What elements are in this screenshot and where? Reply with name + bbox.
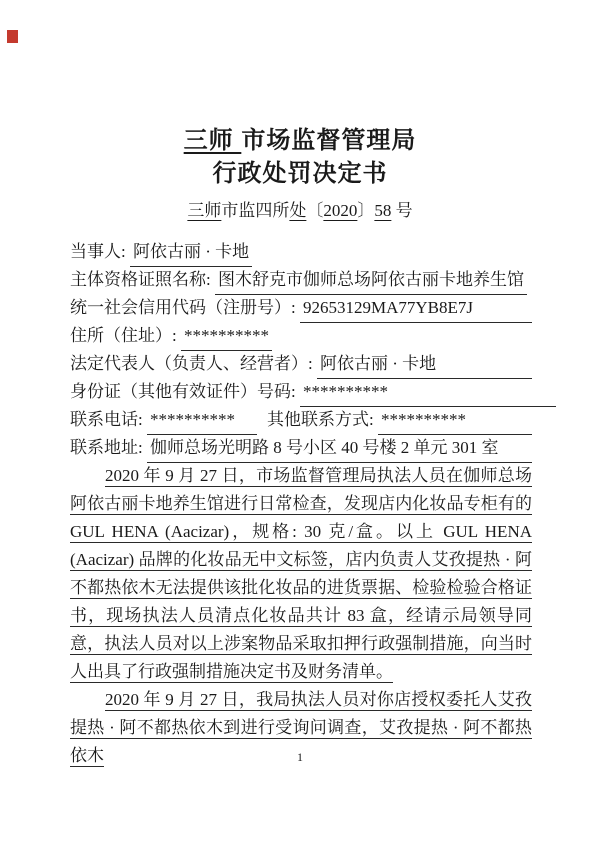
title-line-1 <box>0 124 600 157</box>
field-value-legal-rep: 阿依古丽 · 卡地 <box>317 350 532 379</box>
title-line-2: 行政处罚决定书 <box>212 160 388 187</box>
paragraph-inquiry: 2020 年 9 月 27 日，我局执法人员对你店授权委托人艾孜提热 · 阿不都热依木到进行受询问调查，艾孜提热 · 阿不都热依木 <box>70 690 532 765</box>
title-agency-underlined: 三师 <box>183 127 242 154</box>
title-agency-rest: 市场监督管理局 <box>241 127 417 154</box>
field-label-party: 当事人: <box>70 242 130 261</box>
field-row-id-number <box>70 378 532 406</box>
doc-number-part: 三师 <box>187 201 222 220</box>
field-label-credit-code: 统一社会信用代码（注册号）: <box>70 298 300 317</box>
field-value-party: 阿依古丽 · 卡地 <box>130 238 252 267</box>
document-body <box>70 238 532 770</box>
field-label-license-name: 主体资格证照名称: <box>70 270 215 289</box>
doc-number-part: 号 <box>391 201 413 220</box>
field-row-address <box>70 434 532 462</box>
field-row-contact <box>70 406 532 434</box>
field-value-residence: ********** <box>181 322 272 351</box>
doc-number <box>0 198 600 224</box>
field-row-residence <box>70 322 532 350</box>
page-number: 1 <box>297 750 303 764</box>
red-corner-mark <box>7 30 18 43</box>
field-row-legal-rep <box>70 350 532 378</box>
field-value-license-name: 图木舒克市伽师总场阿依古丽卡地养生馆 <box>215 266 527 295</box>
field-label-residence: 住所（住址）: <box>70 326 181 345</box>
doc-number-part: 〔 <box>306 201 324 220</box>
doc-number-part: 市监四所 <box>221 201 290 220</box>
field-value-other-contact: ********** <box>378 406 532 435</box>
field-value-id-number: ********** <box>300 378 556 407</box>
field-value-phone: ********** <box>147 406 257 435</box>
field-label-legal-rep: 法定代表人（负责人、经营者）: <box>70 354 317 373</box>
field-row-credit-code <box>70 294 532 322</box>
field-label-phone: 联系电话: <box>70 410 147 429</box>
doc-number-part: 处 <box>289 201 307 220</box>
document-title <box>0 124 600 190</box>
field-row-license-name <box>70 266 532 294</box>
doc-number-part: 〕 <box>357 201 375 220</box>
field-value-address: 伽师总场光明路 8 号小区 40 号楼 2 单元 301 室 <box>147 434 532 463</box>
field-label-id-number: 身份证（其他有效证件）号码: <box>70 382 300 401</box>
doc-number-part: 58 <box>374 201 392 220</box>
doc-number-part: 2020 <box>323 201 358 220</box>
field-label-address: 联系地址: <box>70 438 147 457</box>
paragraph-inspection: 2020 年 9 月 27 日，市场监督管理局执法人员在伽师总场阿依古丽卡地养生馆进行日常检查，发现店内化妆品专柜有的 GUL HENA (Aacizar)，规格: 30 克/盒。以上 GUL HENA (Aacizar) 品牌的化妆品无中文标签，店内负责人艾孜提热 · 阿不都热依木无法提供该批化妆品的进货票据、检验检验合格证书，现场执法人员清点化妆品共计 83 盒，经请示局领导同意，执法人员对以上涉案物品采取扣押行政强制措施，向当时人出具了行政强制措施决定书及财务清单。 <box>70 466 532 681</box>
field-value-credit-code: 92653129MA77YB8E7J <box>300 294 532 323</box>
field-row-party <box>70 238 532 266</box>
field-label-other-contact: 其他联系方式: <box>266 410 378 429</box>
